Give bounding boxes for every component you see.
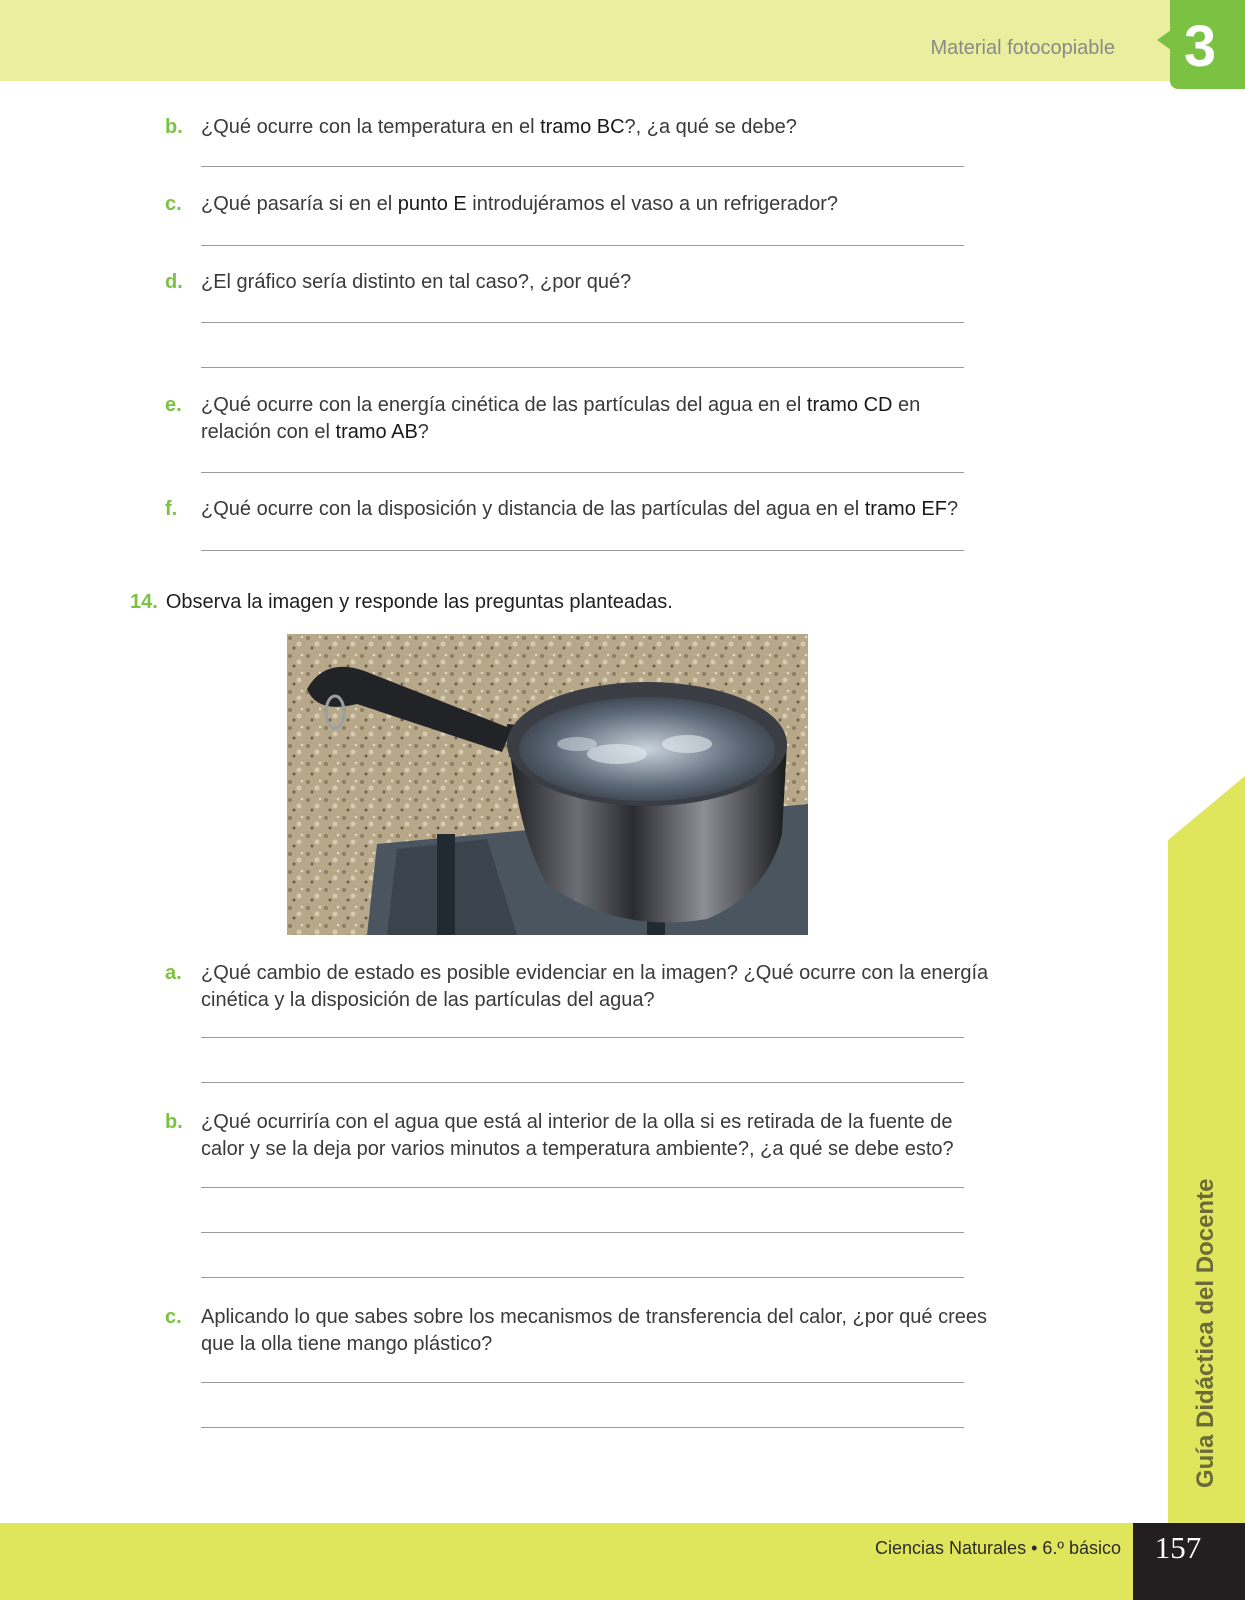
question-14c: c. Aplicando lo que sabes sobre los mecanismos de transferencia del calor, ¿por qué crees que la olla tiene mango plástico? bbox=[165, 1306, 987, 1355]
chapter-tab-notch bbox=[1157, 30, 1171, 50]
question-letter: b. bbox=[165, 116, 183, 138]
page-number: 157 bbox=[1154, 1530, 1202, 1565]
question-14a: a. ¿Qué cambio de estado es posible evidenciar en la imagen? ¿Qué ocurre con la energía cinética y la disposición de las partículas del agua? bbox=[165, 962, 989, 1011]
answer-line bbox=[201, 1277, 964, 1278]
answer-line bbox=[201, 1037, 964, 1038]
chapter-number: 3 bbox=[1183, 14, 1217, 79]
question-13b: b. ¿Qué ocurre con la temperatura en el tramo BC?, ¿a qué se debe? bbox=[201, 114, 797, 141]
footer-band bbox=[0, 1523, 1245, 1600]
answer-line bbox=[201, 367, 964, 368]
answer-line bbox=[201, 245, 964, 246]
side-label: Guía Didáctica del Docente bbox=[1192, 1178, 1219, 1488]
answer-line bbox=[201, 1427, 964, 1428]
question-letter: d. bbox=[165, 271, 183, 293]
answer-line bbox=[201, 1232, 964, 1233]
answer-line bbox=[201, 472, 964, 473]
answer-line bbox=[201, 166, 964, 167]
question-letter: c. bbox=[165, 193, 182, 215]
answer-line bbox=[201, 1187, 964, 1188]
question-letter: f. bbox=[165, 498, 178, 520]
answer-line bbox=[201, 550, 964, 551]
question-letter: c. bbox=[165, 1306, 182, 1328]
question-13d: d. ¿El gráfico sería distinto en tal caso?, ¿por qué? bbox=[201, 269, 631, 296]
answer-line bbox=[201, 1382, 964, 1383]
question-letter: b. bbox=[165, 1111, 183, 1133]
boiling-pot-photo bbox=[287, 634, 808, 935]
question-letter: e. bbox=[165, 394, 182, 416]
question-letter: a. bbox=[165, 962, 182, 984]
header-label: Material fotocopiable bbox=[930, 37, 1115, 59]
question-13e: e. ¿Qué ocurre con la energía cinética de las partículas del agua en el tramo CD en relación con el tramo AB? bbox=[165, 394, 921, 443]
answer-line bbox=[201, 322, 964, 323]
item-number: 14. bbox=[130, 591, 158, 613]
side-band-corner bbox=[1168, 776, 1245, 840]
question-14b: b. ¿Qué ocurriría con el agua que está al interior de la olla si es retirada de la fuente de calor y se la deja por varios minutos a temperatura ambiente?, ¿a qué se debe esto? bbox=[165, 1111, 954, 1160]
footer-subject: Ciencias Naturales • 6.º básico bbox=[875, 1538, 1121, 1558]
item-14-prompt: 14. Observa la imagen y responde las preguntas planteadas. bbox=[130, 591, 673, 613]
answer-line bbox=[201, 1082, 964, 1083]
question-13c: c. ¿Qué pasaría si en el punto E introdujéramos el vaso a un refrigerador? bbox=[201, 191, 838, 218]
question-13f: f. ¿Qué ocurre con la disposición y distancia de las partículas del agua en el tramo EF? bbox=[201, 496, 958, 523]
